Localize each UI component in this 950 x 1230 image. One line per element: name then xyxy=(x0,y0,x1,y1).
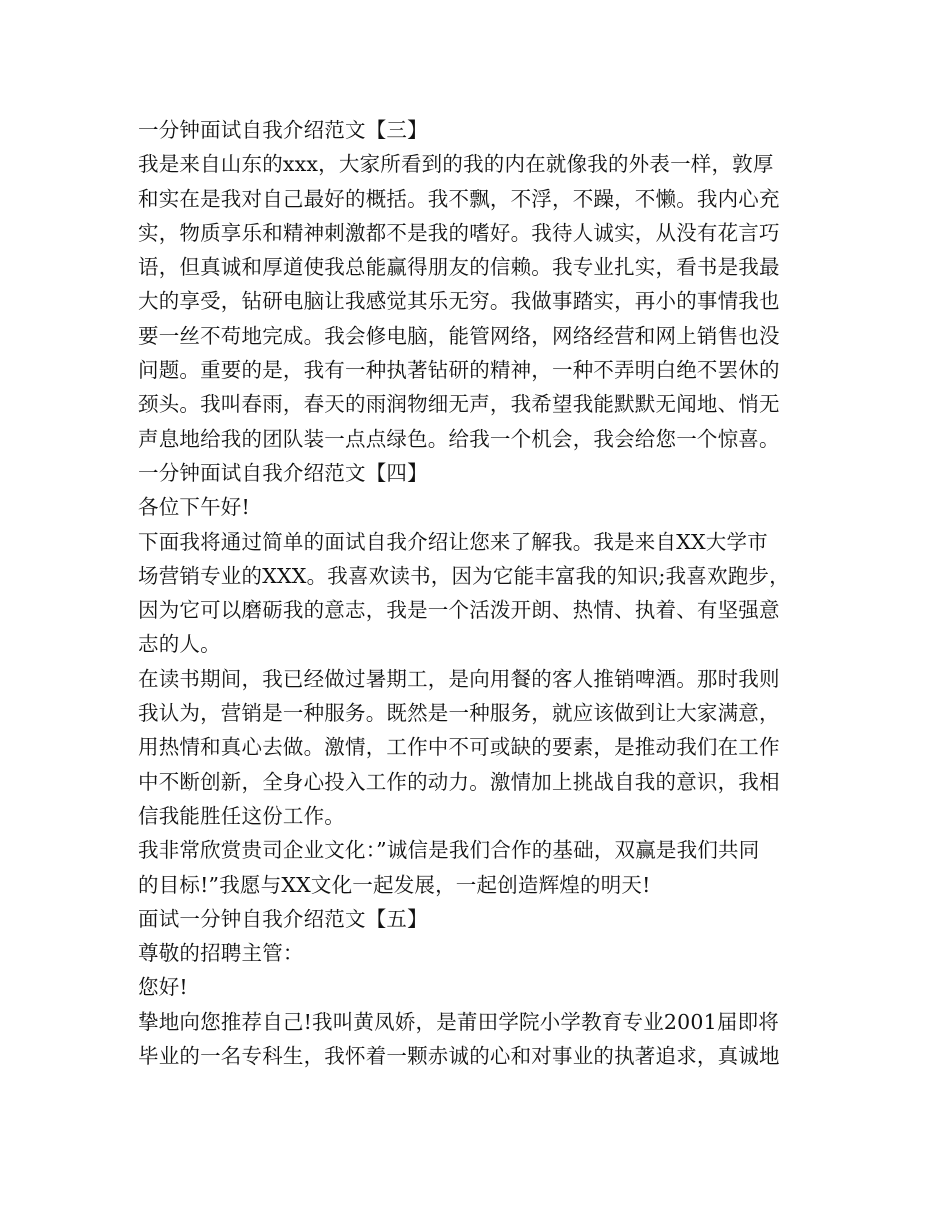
paragraph-line: 下面我将通过简单的面试自我介绍让您来了解我。我是来自XX大学市 xyxy=(138,529,768,554)
section-heading-5: 面试一分钟自我介绍范文【五】 xyxy=(138,906,428,931)
paragraph-line: 因为它可以磨砺我的意志，我是一个活泼开朗、热情、执着、有坚强意 xyxy=(138,598,780,623)
paragraph-line: 实，物质享乐和精神刺激都不是我的嗜好。我待人诚实，从没有花言巧 xyxy=(138,220,780,245)
paragraph-line: 我是来自山东的xxx，大家所看到的我的内在就像我的外表一样，敦厚 xyxy=(138,152,774,177)
paragraph-line: 大的享受，钻研电脑让我感觉其乐无穷。我做事踏实，再小的事情我也 xyxy=(138,289,780,314)
paragraph-line: 用热情和真心去做。激情，工作中不可或缺的要素，是推动我们在工作 xyxy=(138,735,780,760)
salutation-line: 尊敬的招聘主管： xyxy=(138,941,304,966)
paragraph-line: 问题。重要的是，我有一种执著钻研的精神，一种不弄明白绝不罢休的 xyxy=(138,358,780,383)
paragraph-line: 中不断创新，全身心投入工作的动力。激情加上挑战自我的意识，我相 xyxy=(138,769,780,794)
paragraph-line: 声息地给我的团队装一点点绿色。给我一个机会，我会给您一个惊喜。 xyxy=(138,426,780,451)
paragraph-line: 颈头。我叫春雨，春天的雨润物细无声，我希望我能默默无闻地、悄无 xyxy=(138,392,780,417)
paragraph-line: 语，但真诚和厚道使我总能赢得朋友的信赖。我专业扎实，看书是我最 xyxy=(138,255,780,280)
paragraph-line: 毕业的一名专科生，我怀着一颗赤诚的心和对事业的执著追求，真诚地 xyxy=(138,1044,780,1069)
paragraph-line: 和实在是我对自己最好的概括。我不飘，不浮，不躁，不懒。我内心充 xyxy=(138,186,780,211)
paragraph-line: 我非常欣赏贵司企业文化：”诚信是我们合作的基础，双赢是我们共同 xyxy=(138,838,760,863)
paragraph-line: 挚地向您推荐自己!我叫黄凤娇，是莆田学院小学教育专业2001届即将 xyxy=(138,1009,780,1034)
paragraph-line: 我认为，营销是一种服务。既然是一种服务，就应该做到让大家满意， xyxy=(138,701,780,726)
document-body xyxy=(138,113,818,1073)
paragraph-line: 的目标!”我愿与XX文化一起发展，一起创造辉煌的明天! xyxy=(138,872,651,897)
paragraph-line: 在读书期间，我已经做过暑期工，是向用餐的客人推销啤酒。那时我则 xyxy=(138,666,780,691)
paragraph-line: 要一丝不苟地完成。我会修电脑，能管网络，网络经营和网上销售也没 xyxy=(138,323,780,348)
paragraph-line: 志的人。 xyxy=(138,632,221,657)
paragraph-line: 信我能胜任这份工作。 xyxy=(138,803,345,828)
section-heading-4: 一分钟面试自我介绍范文【四】 xyxy=(138,460,428,485)
paragraph-line: 场营销专业的XXX。我喜欢读书，因为它能丰富我的知识;我喜欢跑步， xyxy=(138,563,790,588)
greeting-line: 您好! xyxy=(138,975,188,1000)
greeting-line: 各位下午好! xyxy=(138,495,250,520)
section-heading-3: 一分钟面试自我介绍范文【三】 xyxy=(138,118,428,142)
